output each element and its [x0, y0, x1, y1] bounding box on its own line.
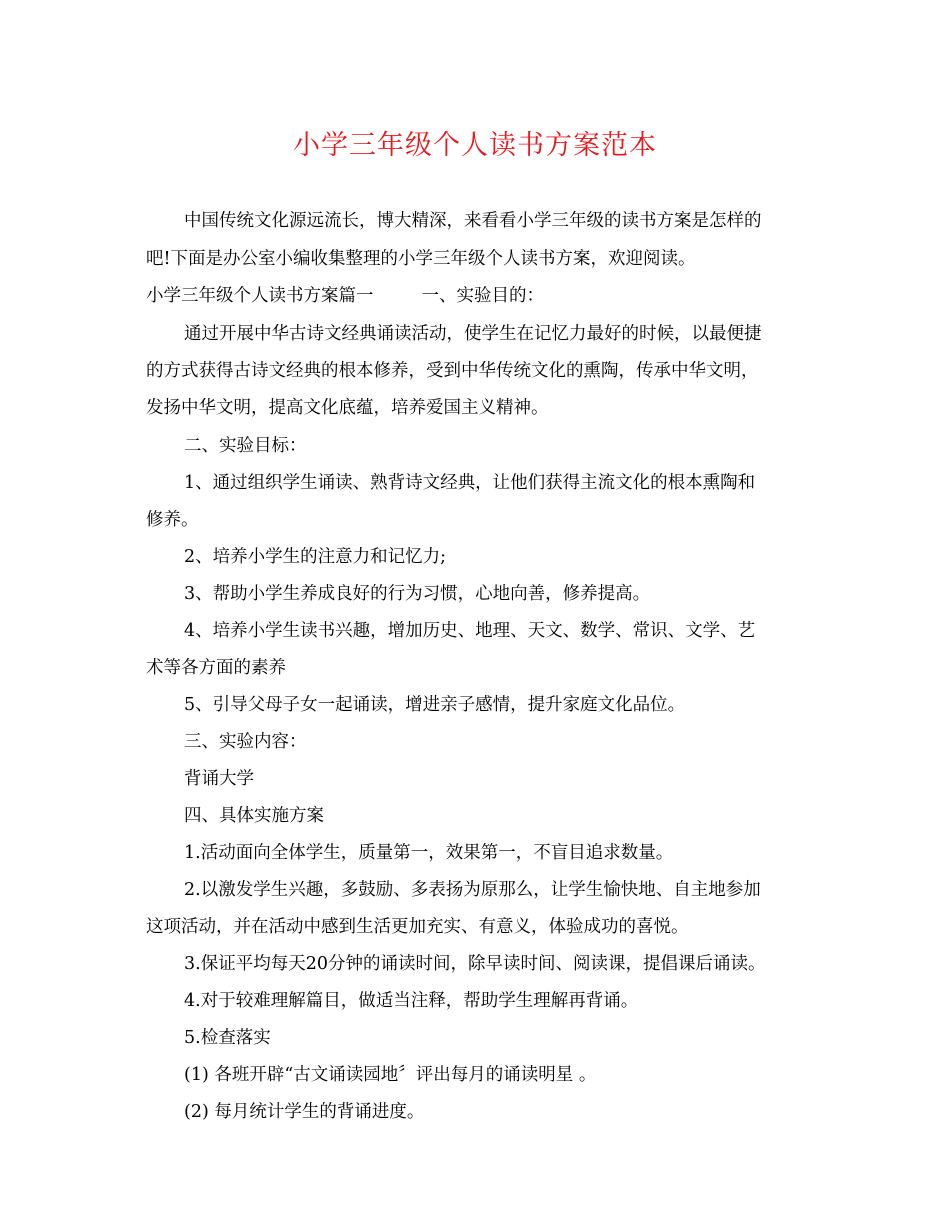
- goal-item-5: 5、引导父母子女一起诵读，增进亲子感情，提升家庭文化品位。: [184, 695, 686, 715]
- goal-item-4-line-2: 术等各方面的素养: [146, 658, 286, 678]
- intro-line-1: 中国传统文化源远流长，博大精深，来看看小学三年级的读书方案是怎样的: [184, 211, 762, 231]
- goal-item-1-line-1: 1、通过组织学生诵读、熟背诗文经典，让他们获得主流文化的根本熏陶和: [184, 473, 756, 493]
- plan-item-5: 5.检查落实: [184, 1028, 271, 1048]
- section-header: [146, 282, 806, 310]
- plan-sub-item-1: (1) 各班开辟“古文诵读园地〞评出每月的诵读明星 。: [184, 1065, 597, 1085]
- plan-sub-item-2: (2) 每月统计学生的背诵进度。: [184, 1102, 425, 1122]
- plan-item-3: 3.保证平均每天20分钟的诵读时间，除早读时间、阅读课，提倡课后诵读。: [184, 954, 766, 974]
- intro-line-2: 吧!下面是办公室小编收集整理的小学三年级个人读书方案，欢迎阅读。: [146, 249, 696, 269]
- goal-item-1-line-2: 修养。: [146, 510, 199, 530]
- purpose-heading: 一、实验目的：: [421, 286, 544, 306]
- plan-item-2-line-1: 2.以激发学生兴趣，多鼓励、多表扬为原那么，让学生愉快地、自主地参加: [184, 880, 761, 900]
- goals-heading: 二、实验目标：: [184, 436, 307, 456]
- plan-item-4: 4.对于较难理解篇目，做适当注释，帮助学生理解再背诵。: [184, 991, 639, 1011]
- content-heading: 三、实验内容：: [184, 732, 307, 752]
- purpose-line-2: 的方式获得古诗文经典的根本修养，受到中华传统文化的熏陶，传承中华文明，: [146, 361, 759, 381]
- document-title: 小学三年级个人读书方案范本: [293, 130, 657, 161]
- goal-item-4-line-1: 4、培养小学生读书兴趣，增加历史、地理、天文、数学、常识、文学、艺: [184, 621, 756, 641]
- plan-heading: 四、具体实施方案: [184, 806, 324, 826]
- plan-item-1: 1.活动面向全体学生，质量第一，效果第一，不盲目追求数量。: [184, 843, 674, 863]
- plan-item-2-line-2: 这项活动，并在活动中感到生活更加充实、有意义，体验成功的喜悦。: [146, 917, 689, 937]
- goal-item-3: 3、帮助小学生养成良好的行为习惯，心地向善，修养提高。: [184, 584, 651, 604]
- purpose-line-3: 发扬中华文明，提高文化底蕴，培养爱国主义精神。: [146, 398, 549, 418]
- part-title: 小学三年级个人读书方案篇一: [146, 286, 374, 306]
- purpose-line-1: 通过开展中华古诗文经典诵读活动，使学生在记忆力最好的时候，以最便捷: [184, 324, 762, 344]
- content-text: 背诵大学: [184, 769, 254, 789]
- goal-item-2: 2、培养小学生的注意力和记忆力;: [184, 547, 447, 567]
